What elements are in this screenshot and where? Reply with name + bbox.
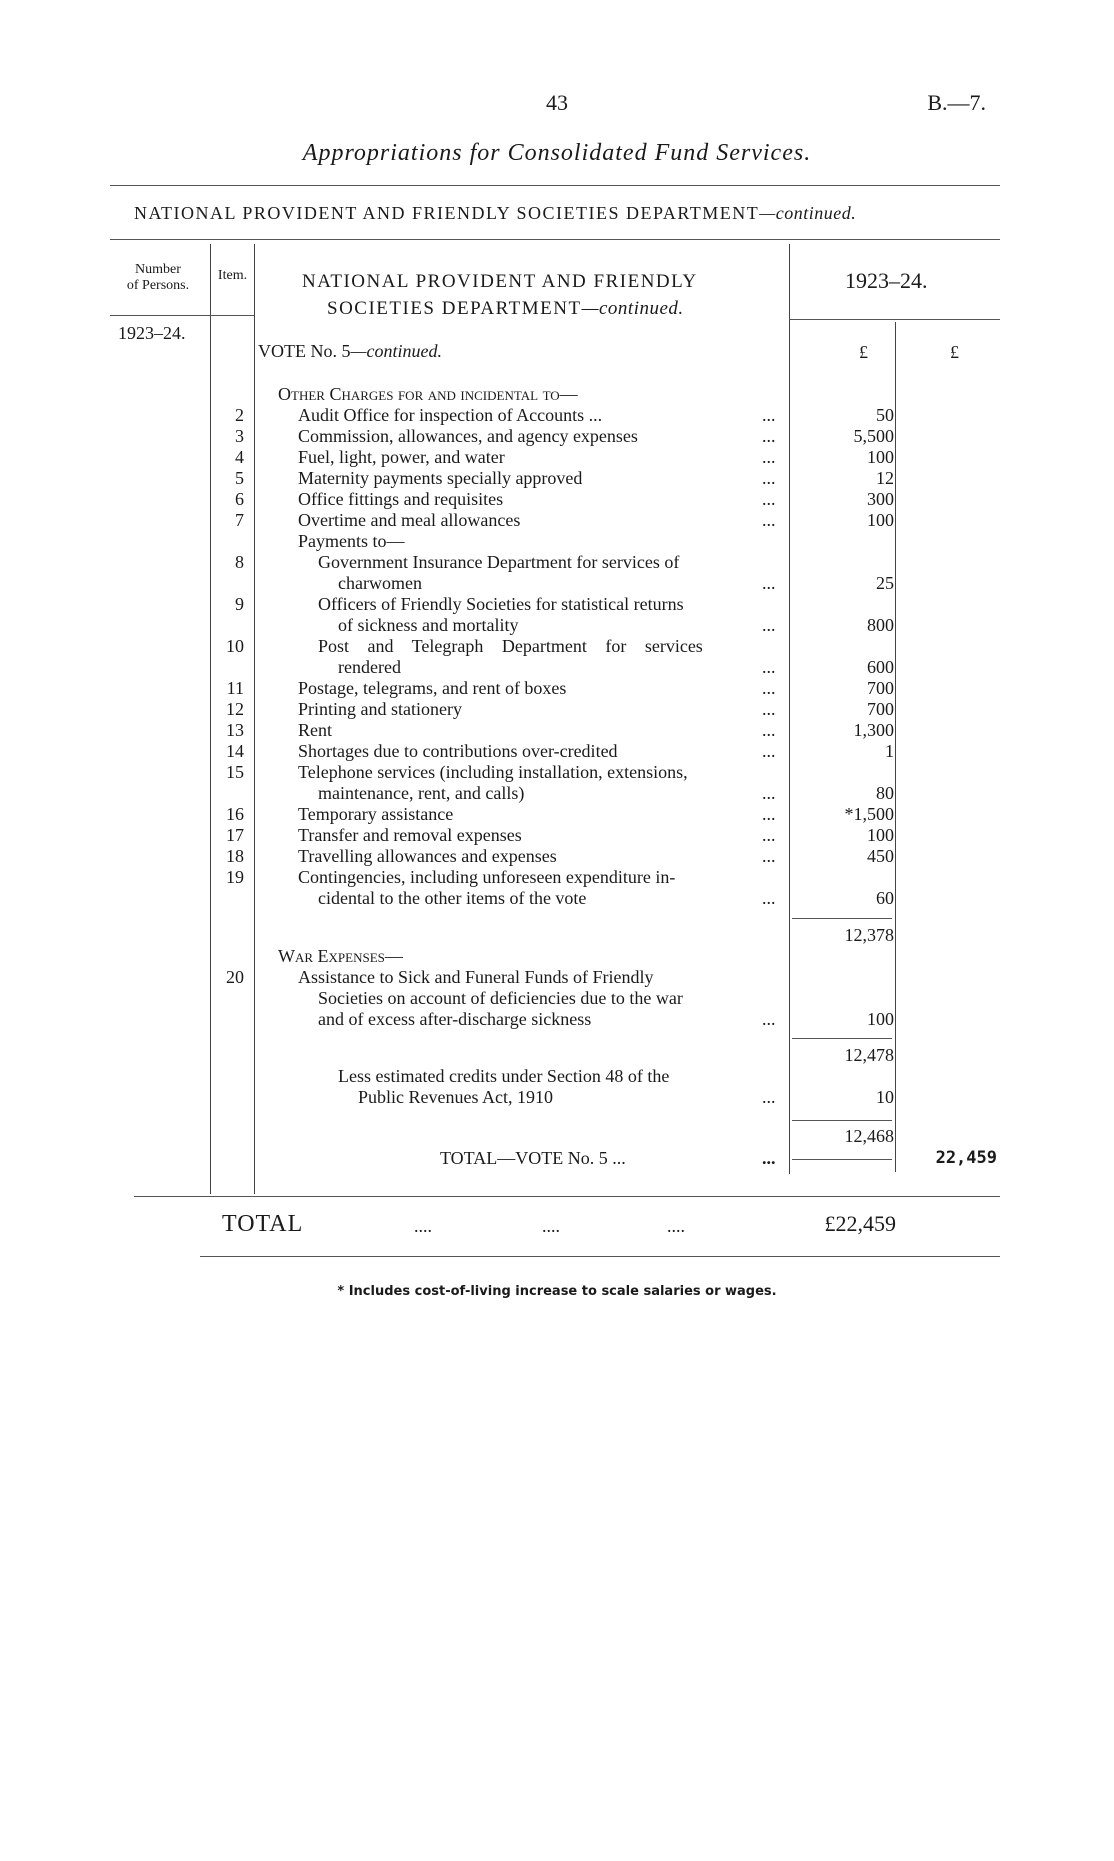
currency-symbol: £ xyxy=(859,342,868,362)
footnote: * Includes cost-of-living increase to scale salaries or wages. xyxy=(337,1284,777,1299)
currency-symbol: £ xyxy=(950,342,959,362)
col-rule-persons xyxy=(210,244,211,1194)
leader-dots: ... xyxy=(762,825,776,845)
line-item-amount: 12 xyxy=(876,468,894,488)
item-number: 19 xyxy=(226,867,244,887)
leader-dots: ... xyxy=(762,657,776,677)
line-item-text: rendered xyxy=(338,657,401,677)
line-item-amount: 450 xyxy=(867,846,894,866)
department-heading: NATIONAL PROVIDENT AND FRIENDLY SOCIETIES DEPARTMENT—continued. xyxy=(134,203,857,223)
item-number: 12 xyxy=(226,699,244,719)
leader-dots: ... xyxy=(762,468,776,488)
line-item-text: Officers of Friendly Societies for statistical returns xyxy=(318,594,684,614)
leader-dots: ... xyxy=(762,405,776,425)
line-item-amount: 50 xyxy=(876,405,894,425)
title-rule xyxy=(110,185,1000,186)
credits-amount: 10 xyxy=(876,1087,894,1107)
line-item-amount: 100 xyxy=(867,825,894,845)
line-item-text: Contingencies, including unforeseen expenditure in- xyxy=(298,867,676,887)
line-item-text: Travelling allowances and expenses xyxy=(298,846,557,866)
leader-dots: ... xyxy=(762,846,776,866)
line-item-amount: 100 xyxy=(867,447,894,467)
col-rule-amount xyxy=(789,244,790,1174)
department-rule xyxy=(110,239,1000,240)
document-reference: B.—7. xyxy=(927,90,986,115)
line-item-text: Rent xyxy=(298,720,332,740)
line-item-amount: 100 xyxy=(867,1009,894,1029)
line-item-amount: *1,500 xyxy=(844,804,894,824)
line-item-text: Audit Office for inspection of Accounts ... xyxy=(298,405,603,425)
line-item-text: Fuel, light, power, and water xyxy=(298,447,505,467)
item-number: 4 xyxy=(235,447,244,467)
item-number: 13 xyxy=(226,720,244,740)
credits-text: Less estimated credits under Section 48 of the xyxy=(338,1066,670,1086)
leader-dots: ... xyxy=(762,678,776,698)
line-item-amount: 25 xyxy=(876,573,894,593)
item-number: 15 xyxy=(226,762,244,782)
leader-dots: ... xyxy=(762,888,776,908)
leader-dots: ... xyxy=(762,510,776,530)
line-item-text: Post and Telegraph Department for services xyxy=(318,636,703,656)
grand-total-label: TOTAL xyxy=(222,1211,304,1237)
leader-dots: ... xyxy=(762,447,776,467)
line-item-text: Temporary assistance xyxy=(298,804,454,824)
leader-dots: .... xyxy=(414,1216,432,1236)
line-item-text: Maternity payments specially approved xyxy=(298,468,583,488)
line-item-amount: 800 xyxy=(867,615,894,635)
credits-text: Public Revenues Act, 1910 xyxy=(358,1087,553,1107)
item-number: 9 xyxy=(235,594,244,614)
line-item-text: Assistance to Sick and Funeral Funds of Friendly xyxy=(298,967,654,987)
line-item-amount: 300 xyxy=(867,489,894,509)
item-number: 6 xyxy=(235,489,244,509)
year-column-header: 1923–24. xyxy=(845,268,928,293)
leader-dots: ... xyxy=(762,1087,776,1107)
line-item-amount: 1,300 xyxy=(853,720,894,740)
subtotal-amount: 12,468 xyxy=(844,1126,894,1146)
payments-subheading: Payments to— xyxy=(298,531,405,551)
item-column-header: Item. xyxy=(217,268,248,283)
line-item-text: cidental to the other items of the vote xyxy=(318,888,587,908)
subtotal-rule xyxy=(792,918,892,919)
item-number: 10 xyxy=(226,636,244,656)
line-item-text: Societies on account of deficiencies due to the war xyxy=(318,988,683,1008)
subtotal-rule xyxy=(792,1120,892,1121)
item-number: 14 xyxy=(226,741,244,761)
section-heading-other-charges: Other Charges for and incidental to— xyxy=(278,384,578,404)
line-item-text: Postage, telegrams, and rent of boxes xyxy=(298,678,567,698)
item-number: 20 xyxy=(226,967,244,987)
item-number: 16 xyxy=(226,804,244,824)
item-number: 3 xyxy=(235,426,244,446)
leader-dots: .... xyxy=(542,1216,560,1236)
subtotal-amount: 12,478 xyxy=(844,1045,894,1065)
item-number: 5 xyxy=(235,468,244,488)
line-item-amount: 700 xyxy=(867,699,894,719)
line-item-text: Office fittings and requisites xyxy=(298,489,504,509)
line-item-text: Overtime and meal allowances xyxy=(298,510,521,530)
subtotal-rule xyxy=(792,1038,892,1039)
line-item-text: Transfer and removal expenses xyxy=(298,825,522,845)
subtotal-amount: 12,378 xyxy=(844,925,894,945)
line-item-amount: 5,500 xyxy=(853,426,894,446)
line-item-text: Commission, allowances, and agency expenses xyxy=(298,426,638,446)
page-title: Appropriations for Consolidated Fund Services. xyxy=(302,140,812,166)
line-item-text: maintenance, rent, and calls) xyxy=(318,783,525,803)
line-item-amount: 600 xyxy=(867,657,894,677)
vote-heading: VOTE No. 5—continued. xyxy=(258,341,442,361)
leader-dots: ... xyxy=(762,489,776,509)
line-item-text: charwomen xyxy=(338,573,422,593)
line-item-text: Government Insurance Department for services of xyxy=(318,552,680,572)
col-rule-item xyxy=(254,244,255,1194)
leader-dots: ... xyxy=(762,1009,776,1029)
table-department-heading: NATIONAL PROVIDENT AND FRIENDLY SOCIETIES DEPARTMENT—continued. xyxy=(302,271,698,319)
line-item-text: Telephone services (including installation, extensions, xyxy=(298,762,688,782)
leader-dots: ... xyxy=(762,573,776,593)
col-rule-total xyxy=(895,322,896,1172)
vote-total-amount: 22,459 xyxy=(935,1148,997,1168)
leader-dots: ... xyxy=(762,741,776,761)
line-item-amount: 700 xyxy=(867,678,894,698)
persons-year: 1923–24. xyxy=(118,323,186,343)
leader-dots: .... xyxy=(667,1216,685,1236)
persons-header-rule xyxy=(110,315,254,316)
item-number: 7 xyxy=(235,510,244,530)
line-item-text: and of excess after-discharge sickness xyxy=(318,1009,592,1029)
line-item-amount: 1 xyxy=(885,741,894,761)
section-heading-war-expenses: War Expenses— xyxy=(278,946,403,966)
leader-dots: ... xyxy=(762,783,776,803)
grand-total-rule xyxy=(200,1256,1000,1257)
vote-total-label: TOTAL—VOTE No. 5 ... xyxy=(440,1148,626,1168)
item-number: 18 xyxy=(226,846,244,866)
line-item-amount: 80 xyxy=(876,783,894,803)
line-item-text: Shortages due to contributions over-credited xyxy=(298,741,618,761)
grand-total-amount: £22,459 xyxy=(824,1211,896,1236)
leader-dots: ... xyxy=(762,720,776,740)
line-item-text: Printing and stationery xyxy=(298,699,462,719)
persons-column-header: Number of Persons. xyxy=(126,262,190,293)
year-header-rule xyxy=(789,319,1000,320)
line-item-text: of sickness and mortality xyxy=(338,615,519,635)
item-number: 17 xyxy=(226,825,244,845)
leader-dots: ... xyxy=(762,804,776,824)
subtotal-rule xyxy=(792,1159,892,1160)
table-bottom-rule xyxy=(134,1196,1000,1197)
page-number: 43 xyxy=(546,90,568,115)
leader-dots: ... xyxy=(762,426,776,446)
leader-dots: ... xyxy=(762,699,776,719)
leader-dots: ... xyxy=(762,615,776,635)
item-number: 11 xyxy=(226,678,244,698)
item-number: 2 xyxy=(235,405,244,425)
leader-dots: ... xyxy=(762,1148,776,1168)
line-item-amount: 100 xyxy=(867,510,894,530)
line-item-amount: 60 xyxy=(876,888,894,908)
item-number: 8 xyxy=(235,552,244,572)
